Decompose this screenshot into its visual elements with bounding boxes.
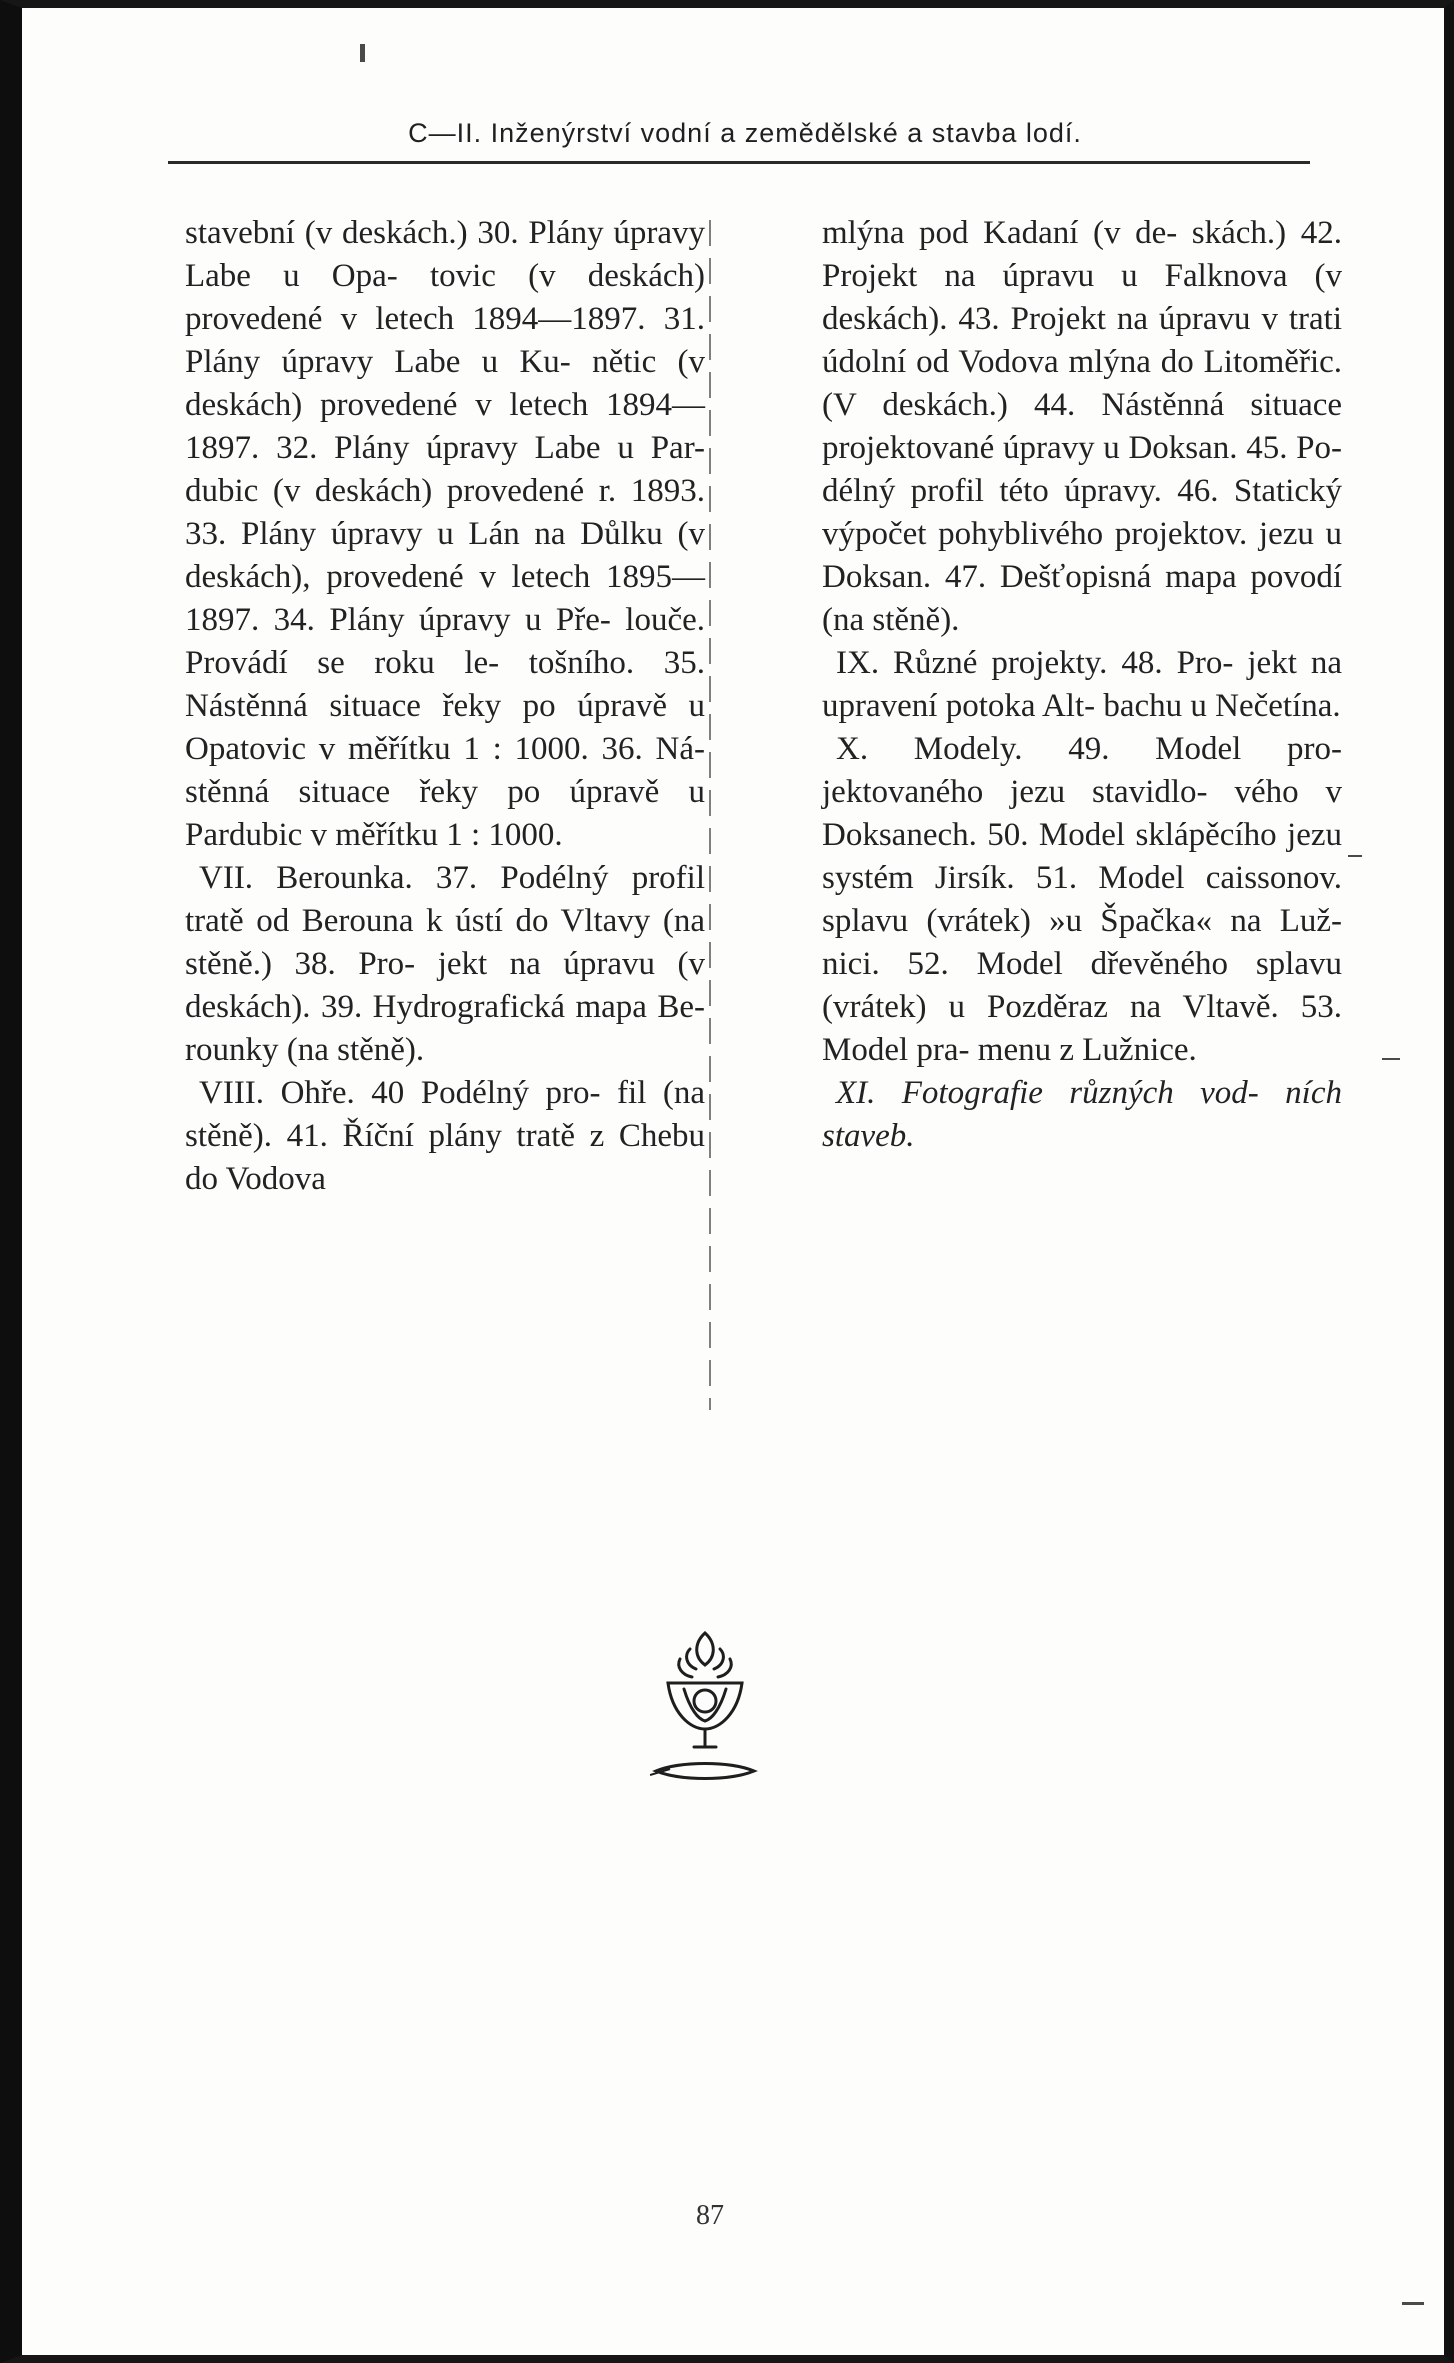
text-line: IX. Různé projekty. 48. Pro- (836, 645, 1234, 681)
text-line: Plány úpravy Labe u Par- (334, 430, 706, 466)
page-number: 87 (696, 2200, 724, 2231)
text-line: skách.) 42. Projekt na úpravu (822, 215, 1342, 294)
text-line: vého v Doksanech. 50. Model (822, 774, 1342, 853)
text-line: menu z Lužnice. (977, 1032, 1197, 1068)
text-line: údolní od Vodova mlýna do (822, 344, 1194, 380)
text-line: Projekt na úpravu v trati (1010, 301, 1342, 337)
column-divider (709, 220, 711, 1410)
text-line: v letech 1894—1897. 32. (185, 387, 706, 466)
paragraph-bridge (185, 212, 705, 857)
text-line: X. Modely. 49. Model pro- (836, 731, 1342, 767)
text-line: nětic (v deskách) provedené (185, 344, 706, 423)
text-line: profil tratě od Berouna k ústí (185, 860, 706, 939)
paragraph-ohre (185, 1072, 705, 1201)
text-line: Nástěnná situace projektované (822, 387, 1343, 466)
text-line: nici. 52. Model dřevěného (822, 946, 1229, 982)
text-line: úpravy u Doksan. 45. Po- (1002, 430, 1342, 466)
text-line: ních staveb. (822, 1075, 1342, 1154)
text-line: VII. Berounka. 37. Podélný (199, 860, 609, 896)
text-line: do Vltavy (na stěně.) 38. Pro- (185, 903, 705, 982)
text-line: dubic (v deskách) provedené (185, 473, 585, 509)
text-line: Plány úpravy Labe u Ku- (185, 344, 571, 380)
header-rule (168, 161, 1310, 164)
text-line: v měřítku 1 : 1000. 36. Ná- (318, 731, 705, 767)
text-line: u Lán na Důlku (v deskách), (185, 516, 705, 595)
text-line: 39. Hydrografická mapa Be- (320, 989, 705, 1025)
text-line: sklápěcího jezu systém Jirsík. (822, 817, 1342, 896)
text-line: Plány úpravy Labe u Opa- (185, 215, 705, 294)
text-line: jekt na úpravu (v deskách). (185, 946, 705, 1025)
paragraph-ruzne-projekty (822, 642, 1342, 728)
text-line: (na stěně). (822, 602, 960, 638)
text-line: délný profil této úpravy. 46. (822, 473, 1219, 509)
text-line: u Falknova (v deskách). 43. (822, 258, 1342, 337)
text-line: 1897. 34. Plány úpravy u Pře- (185, 602, 611, 638)
text-line: tošního. 35. Nástěnná situace (185, 645, 706, 724)
paragraph-fotografie (822, 1072, 1342, 1158)
paragraph-modely (822, 728, 1342, 1072)
running-header: C—II. Inženýrství vodní a zemědělské a stavba lodí. (408, 118, 1082, 148)
text-line: louče. Provádí se roku le- (185, 602, 705, 681)
text-line: na Vltavě. 53. Model pra- (822, 989, 1342, 1068)
text-line: tovic (v deskách) provedené (185, 258, 706, 337)
text-line: fil (na stěně). 41. Říční plány (185, 1075, 706, 1154)
text-line: mlýna pod Kadaní (v de- (822, 215, 1178, 251)
text-line: stěnná situace řeky po úpravě (185, 774, 660, 810)
text-line: tratě z Chebu do Vodova (185, 1118, 705, 1197)
scan-speck (1348, 855, 1362, 857)
text-line: stavební (v deskách.) 30. (185, 215, 519, 251)
text-line: Litoměřic. (V deskách.) 44. (822, 344, 1343, 423)
paragraph-berounka (185, 857, 705, 1072)
text-line: v letech 1894—1897. 31. (340, 301, 706, 337)
text-line: jektovaného jezu stavidlo- (822, 774, 1208, 810)
text-line: řeky po úpravě u Opatovic (185, 688, 706, 767)
text-line: projektov. jezu u Doksan. (822, 516, 1342, 595)
text-line: r. 1893. 33. Plány úpravy (185, 473, 705, 552)
left-column (185, 212, 705, 1201)
right-column (822, 212, 1342, 1158)
scan-speck (1402, 2302, 1424, 2305)
scan-speck (360, 44, 365, 62)
text-line: u Pardubic v měřítku 1 : 1000. (185, 774, 705, 853)
text-line: XI. Fotografie různých vod- (836, 1075, 1259, 1111)
text-line: jekt na upravení potoka Alt- (822, 645, 1342, 724)
text-line: 51. Model caissonov. splavu (822, 860, 1342, 939)
text-line: rounky (na stěně). (185, 1032, 425, 1068)
text-line: (vrátek) »u Špačka« na Luž- (926, 903, 1342, 939)
scan-speck (1382, 1058, 1400, 1060)
text-line: 47. Dešťopisná mapa povodí (944, 559, 1343, 595)
paragraph-ohre-continued (822, 212, 1342, 642)
text-line: splavu (vrátek) u Pozděraz (822, 946, 1342, 1025)
fountain-vignette-icon (650, 1625, 760, 1795)
text-line: VIII. Ohře. 40 Podélný pro- (199, 1075, 601, 1111)
text-line: provedené v letech 1895— (326, 559, 705, 595)
text-line: Statický výpočet pohyblivého (822, 473, 1343, 552)
text-line: bachu u Nečetína. (1103, 688, 1341, 724)
